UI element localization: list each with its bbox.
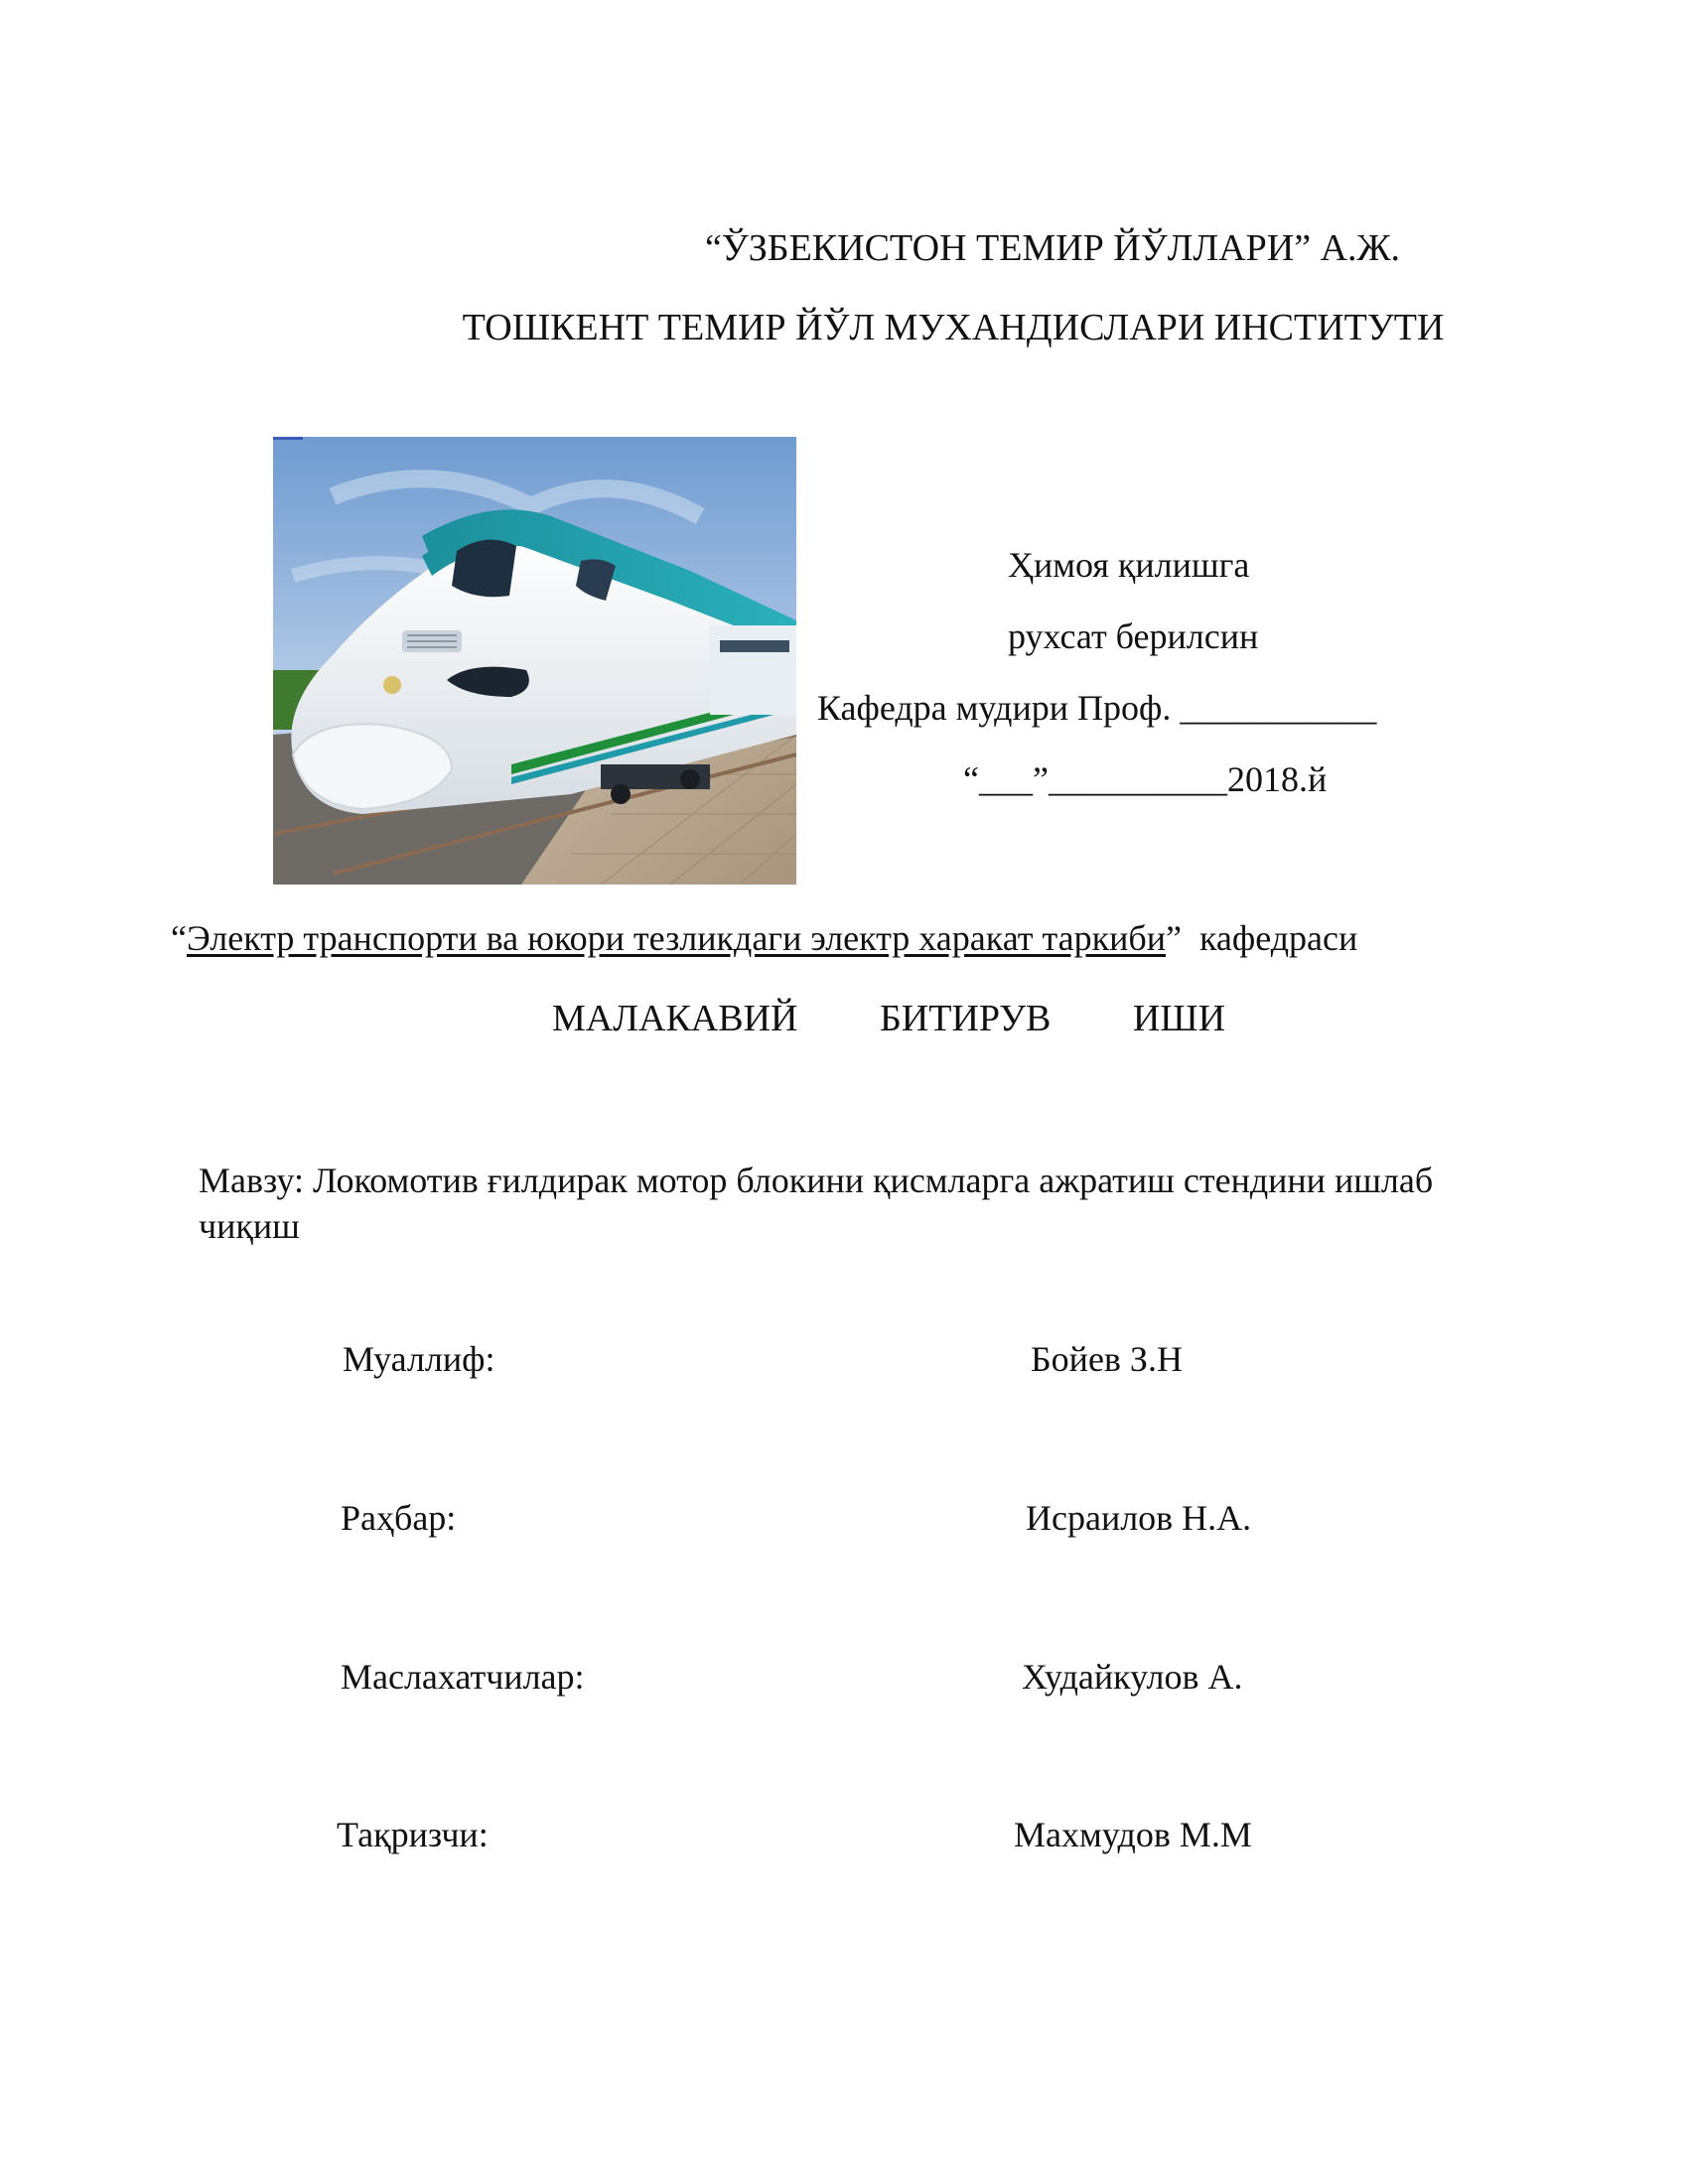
approval-date-line: “___”__________2018.й (963, 759, 1328, 799)
consultant-name: Худайкулов А. (1022, 1657, 1243, 1697)
institute-title: ТОШКЕНТ ТЕМИР ЙЎЛ МУХАНДИСЛАРИ ИНСТИТУТИ (462, 307, 1445, 348)
department-line (171, 917, 1357, 959)
department-suffix: кафедраси (1181, 918, 1358, 958)
train-photo (273, 437, 796, 885)
supervisor-name: Исраилов Н.А. (1026, 1498, 1252, 1538)
consultants-label: Маслахатчилар: (341, 1657, 585, 1697)
approval-line-1: Ҳимоя қилишга (1008, 545, 1250, 585)
author-label: Муаллиф: (343, 1339, 495, 1379)
approval-line-2: рухсат берилсин (1008, 616, 1259, 656)
department-name: Электр транспорти ва юкори тезликдаги электр харакат таркиби (186, 918, 1166, 958)
reviewer-name: Махмудов М.М (1014, 1815, 1252, 1854)
approval-line-3: Кафедра мудири Проф. ___________ (817, 688, 1377, 728)
department-open-quote: “ (171, 918, 187, 958)
supervisor-label: Раҳбар: (341, 1498, 457, 1538)
author-name: Бойев З.Н (1031, 1339, 1183, 1379)
work-title: МАЛАКАВИЙ БИТИРУВ ИШИ (552, 998, 1226, 1039)
topic-text: Мавзу: Локомотив ғилдирак мотор блокини қисмларга ажратиш стендини ишлаб чиқиш (199, 1160, 1434, 1246)
reviewer-label: Тақризчи: (337, 1815, 489, 1854)
organization-title: “ЎЗБЕКИСТОН ТЕМИР ЙЎЛЛАРИ” А.Ж. (704, 227, 1401, 269)
department-close-quote: ” (1165, 918, 1182, 958)
